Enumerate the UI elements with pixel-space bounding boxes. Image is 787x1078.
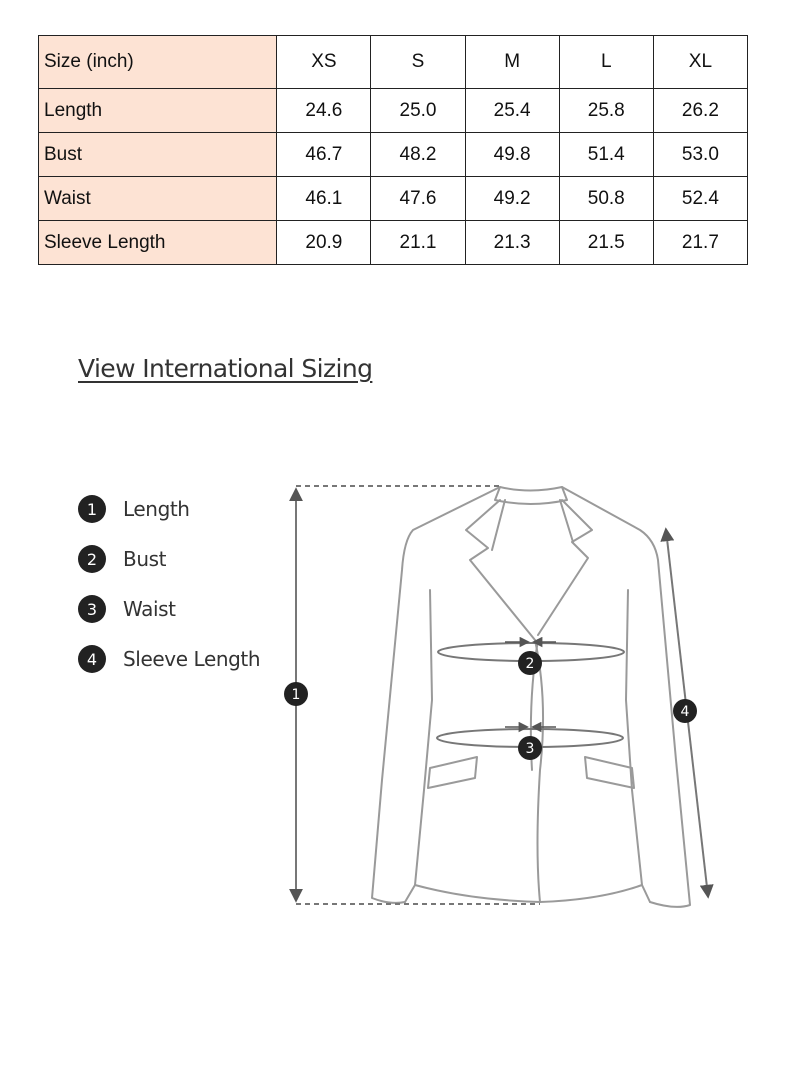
table-cell: 24.6 <box>277 89 371 133</box>
marker-2-icon <box>518 651 542 675</box>
legend-number-badge: 1 <box>78 495 106 523</box>
legend-label: Sleeve Length <box>123 647 261 671</box>
table-cell: 46.7 <box>277 133 371 177</box>
row-label: Bust <box>39 133 277 177</box>
length-measure-line <box>296 486 540 904</box>
legend-label: Waist <box>123 597 176 621</box>
table-cell: 21.5 <box>559 221 653 265</box>
legend-label: Length <box>123 497 190 521</box>
view-international-sizing-link[interactable]: View International Sizing <box>78 354 373 383</box>
table-cell: 48.2 <box>371 133 465 177</box>
row-label: Sleeve Length <box>39 221 277 265</box>
legend-number-badge: 4 <box>78 645 106 673</box>
table-cell: 49.2 <box>465 177 559 221</box>
table-cell: 49.8 <box>465 133 559 177</box>
table-cell: 25.4 <box>465 89 559 133</box>
marker-1-label: 1 <box>291 687 301 703</box>
marker-2-label: 2 <box>525 656 535 672</box>
legend-number-badge: 2 <box>78 545 106 573</box>
table-cell: 26.2 <box>653 89 747 133</box>
table-cell: 25.8 <box>559 89 653 133</box>
marker-3-icon <box>518 736 542 760</box>
table-cell: 20.9 <box>277 221 371 265</box>
size-m: M <box>465 36 559 89</box>
size-xs: XS <box>277 36 371 89</box>
table-cell: 51.4 <box>559 133 653 177</box>
size-xl: XL <box>653 36 747 89</box>
table-cell: 21.7 <box>653 221 747 265</box>
table-cell: 53.0 <box>653 133 747 177</box>
marker-1-icon <box>284 682 308 706</box>
row-label: Length <box>39 89 277 133</box>
marker-3-label: 3 <box>525 741 535 757</box>
legend-number-badge: 3 <box>78 595 106 623</box>
table-cell: 52.4 <box>653 177 747 221</box>
legend-label: Bust <box>123 547 167 571</box>
size-l: L <box>559 36 653 89</box>
row-label: Waist <box>39 177 277 221</box>
table-cell: 25.0 <box>371 89 465 133</box>
header-label: Size (inch) <box>39 36 277 89</box>
table-cell: 50.8 <box>559 177 653 221</box>
table-cell: 46.1 <box>277 177 371 221</box>
jacket-outline-icon <box>372 487 690 907</box>
size-s: S <box>371 36 465 89</box>
marker-4-label: 4 <box>680 704 690 720</box>
table-cell: 21.1 <box>371 221 465 265</box>
marker-4-icon <box>673 699 697 723</box>
table-cell: 21.3 <box>465 221 559 265</box>
table-cell: 47.6 <box>371 177 465 221</box>
